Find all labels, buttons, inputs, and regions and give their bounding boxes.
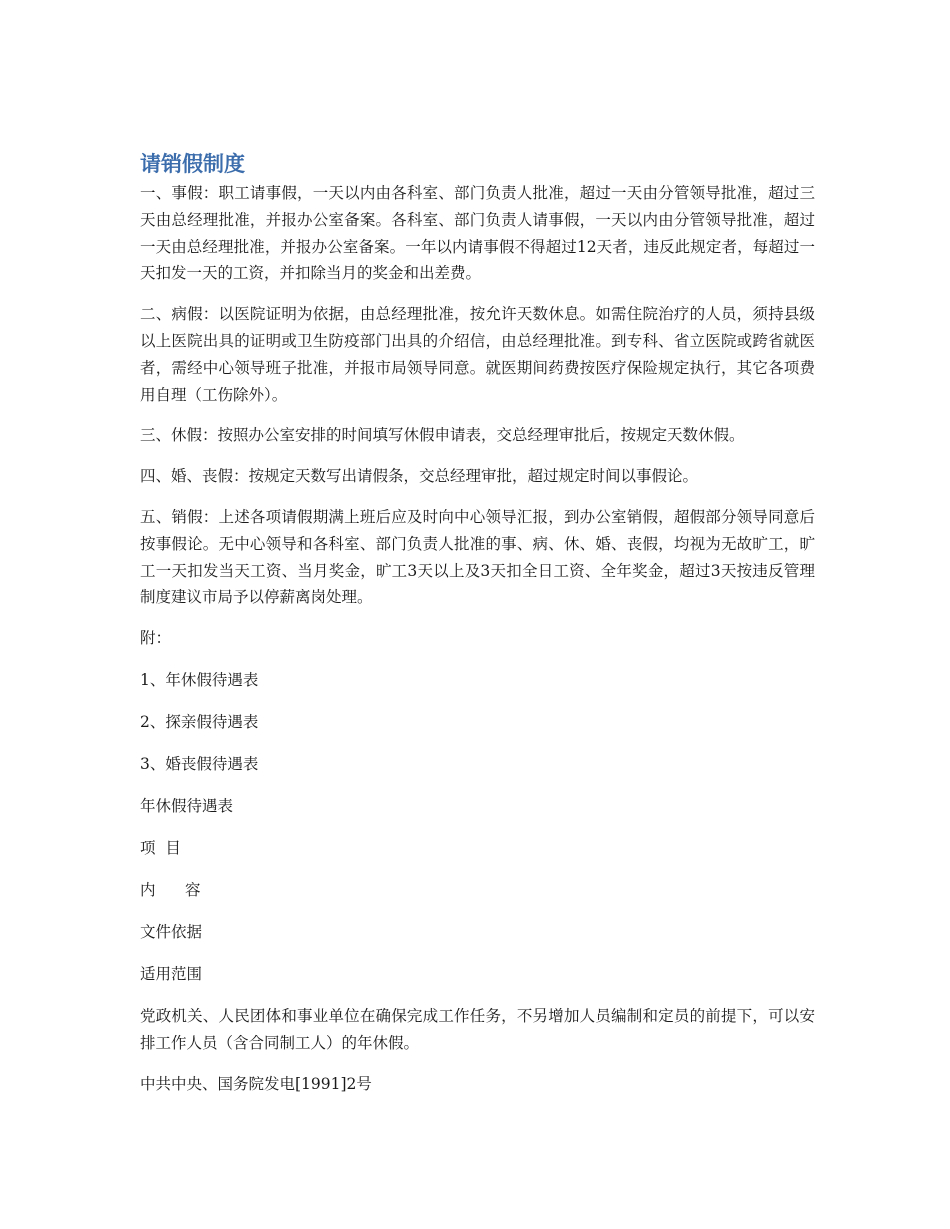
table-title: 年休假待遇表 [140, 797, 234, 816]
table-header-item: 项 目 [140, 839, 181, 858]
paragraph-leave-cancellation: 五、销假：上述各项请假期满上班后应及时向中心领导汇报，到办公室销假，超假部分领导同意后按事假论。无中心领导和各科室、部门负责人批准的事、病、休、婚、丧假，均视为无故旷工，旷工一天扣发当天工资、当月奖金，旷工3天以上及3天扣全日工资、全年奖金，超过3天按违反管理制度建议市局予以停薪离岗处理。 [140, 507, 815, 607]
appendix-item: 3、婚丧假待遇表 [140, 755, 259, 774]
paragraph-marriage-funeral-leave: 四、婚、丧假：按规定天数写出请假条，交总经理审批，超过规定时间以事假论。 [140, 467, 699, 486]
paragraph-personal-leave: 一、事假：职工请事假，一天以内由各科室、部门负责人批准，超过一天由分管领导批准，超过三天由总经理批准，并报办公室备案。各科室、部门负责人请事假，一天以内由分管领导批准，超过一天由总经理批准，并报办公室备案。一年以内请事假不得超过12天者，违反此规定者，每超过一天扣发一天的工资，并扣除当月的奖金和出差费。 [140, 184, 815, 283]
table-header-basis: 文件依据 [140, 923, 203, 942]
table-cell-scope: 党政机关、人民团体和事业单位在确保完成工作任务，不另增加人员编制和定员的前提下，可以安排工作人员（含合同制工人）的年休假。 [140, 1007, 815, 1052]
appendix-label: 附： [140, 629, 172, 648]
paragraph-sick-leave: 二、病假：以医院证明为依据，由总经理批准，按允许天数休息。如需住院治疗的人员，须持县级以上医院出具的证明或卫生防疫部门出具的介绍信，由总经理批准。到专科、省立医院或跨省就医者，需经中心领导班子批准，并报市局领导同意。就医期间药费按医疗保险规定执行，其它各项费用自理（工伤除外）。 [140, 305, 815, 404]
table-header-content: 内 容 [140, 881, 201, 900]
appendix-item: 1、年休假待遇表 [140, 671, 259, 690]
document-title: 请销假制度 [140, 152, 245, 176]
document-page [140, 150, 815, 1113]
appendix-item: 2、探亲假待遇表 [140, 713, 259, 732]
table-cell-basis: 中共中央、国务院发电[1991]2号 [140, 1074, 372, 1093]
table-header-scope: 适用范围 [140, 965, 203, 984]
paragraph-vacation: 三、休假：按照办公室安排的时间填写休假申请表，交总经理审批后，按规定天数休假。 [140, 426, 745, 445]
